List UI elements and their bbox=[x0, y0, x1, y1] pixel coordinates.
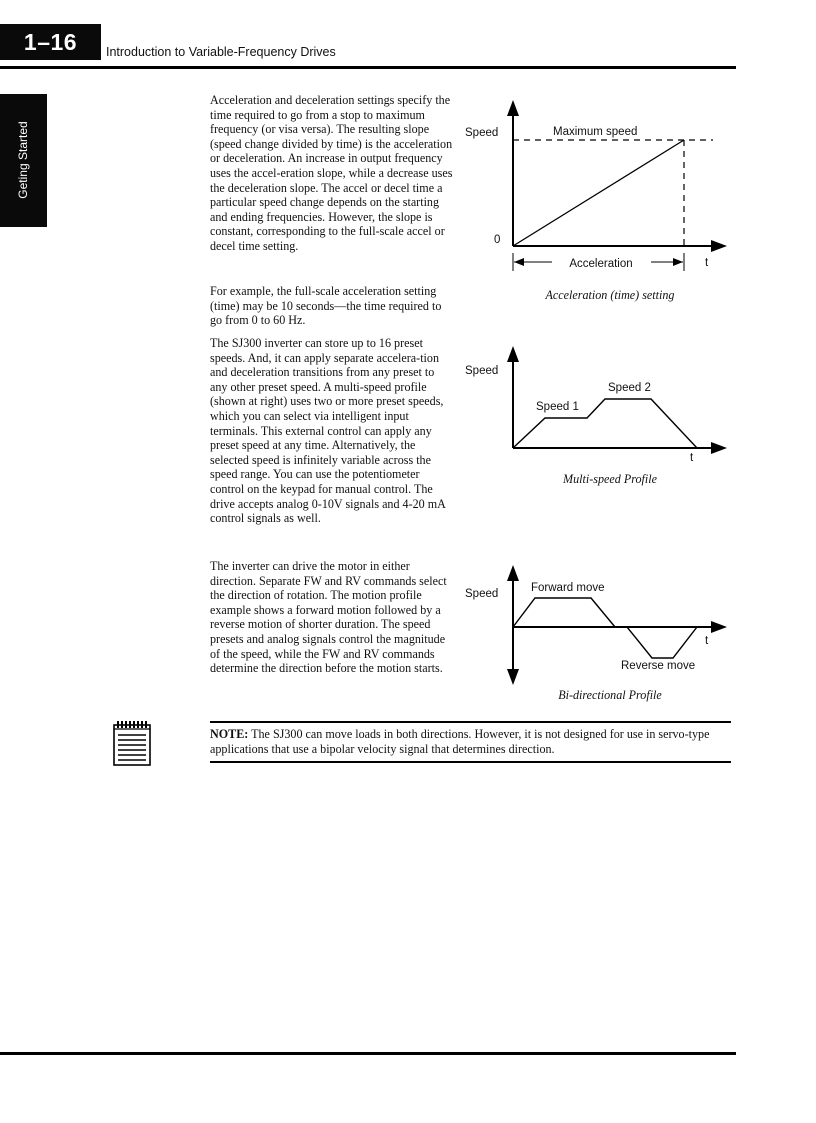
multispeed-y-label: Speed bbox=[465, 365, 499, 377]
running-head: Introduction to Variable-Frequency Drives bbox=[106, 45, 336, 59]
note-text bbox=[210, 727, 731, 757]
note-body: The SJ300 can move loads in both directions. However, it is not designed for use in servo-type applications that use a bipolar velocity signal that determines direction. bbox=[210, 727, 710, 756]
accel-y-label: Speed bbox=[465, 127, 499, 139]
forward-move-label: Forward move bbox=[531, 582, 605, 594]
paragraph-example: For example, the full-scale acceleration setting (time) may be 10 seconds—the time required to go from 0 to 60 Hz. bbox=[210, 284, 442, 328]
note-rule-top bbox=[210, 721, 731, 723]
paragraph-accel-decel: Acceleration and deceleration settings specify the time required to go from a stop to maximum frequency (or visa versa). The resulting slope (speed change divided by time) is the acceleration or deceleration. An increase in output frequency uses the accel-eration slope, while a decrease uses the deceleration slope. The accel or decel time a particular speed change depends on the starting and ending frequencies. However, the slope is constant, corresponding to the full-scale accel or decel time setting. bbox=[210, 93, 453, 253]
footer-rule bbox=[0, 1052, 736, 1055]
header-rule bbox=[0, 66, 736, 69]
reverse-move-label: Reverse move bbox=[621, 660, 696, 672]
multispeed-figure bbox=[455, 342, 735, 467]
acceleration-caption: Acceleration (time) setting bbox=[545, 288, 675, 302]
bidirectional-t-label: t bbox=[705, 635, 709, 647]
multispeed-t-label: t bbox=[690, 452, 694, 464]
accel-t-label: t bbox=[705, 257, 709, 269]
multispeed-caption: Multi-speed Profile bbox=[563, 472, 657, 486]
bidirectional-y-label: Speed bbox=[465, 588, 499, 600]
multispeed-diagram bbox=[455, 342, 735, 467]
bidirectional-figure bbox=[455, 565, 735, 685]
zero-label: 0 bbox=[494, 234, 501, 246]
note-rule-bottom bbox=[210, 761, 731, 763]
speed2-label: Speed 2 bbox=[608, 382, 651, 394]
bidirectional-caption: Bi-directional Profile bbox=[558, 688, 662, 702]
acceleration-figure bbox=[455, 98, 735, 278]
paragraph-direction: The inverter can drive the motor in either direction. Separate FW and RV commands select the direction of rotation. The motion profile example shows a forward motion followed by a reverse motion of shorter duration. The speed presets and analog signals control the magnitude of the speed, while the FW and RV commands determine the direction before the motion starts. bbox=[210, 559, 447, 676]
side-tab-label: Geting Started bbox=[16, 121, 30, 199]
bidirectional-diagram bbox=[455, 565, 735, 685]
page-number: 1–16 bbox=[0, 24, 101, 60]
side-section-tab bbox=[0, 94, 47, 227]
paragraph-preset-speeds: The SJ300 inverter can store up to 16 preset speeds. And, it can apply separate accelera-tion and deceleration transitions from any preset to any other preset speed. A multi-speed profile (shown at right) uses two or more preset speeds, which you can select via intelligent input terminals. This external control can apply any preset speed at any time. Alternatively, the selected speed is infinitely variable across the speed range. You can use the potentiometer control on the keypad for manual control. The drive accepts analog 0-10V signals and 4-20 mA control signals as well. bbox=[210, 336, 446, 526]
note-lead: NOTE: bbox=[210, 727, 249, 741]
acceleration-diagram bbox=[455, 98, 735, 278]
notepad-icon bbox=[110, 719, 154, 772]
max-speed-label: Maximum speed bbox=[553, 126, 638, 138]
acceleration-span-label: Acceleration bbox=[569, 258, 633, 270]
speed1-label: Speed 1 bbox=[536, 401, 579, 413]
